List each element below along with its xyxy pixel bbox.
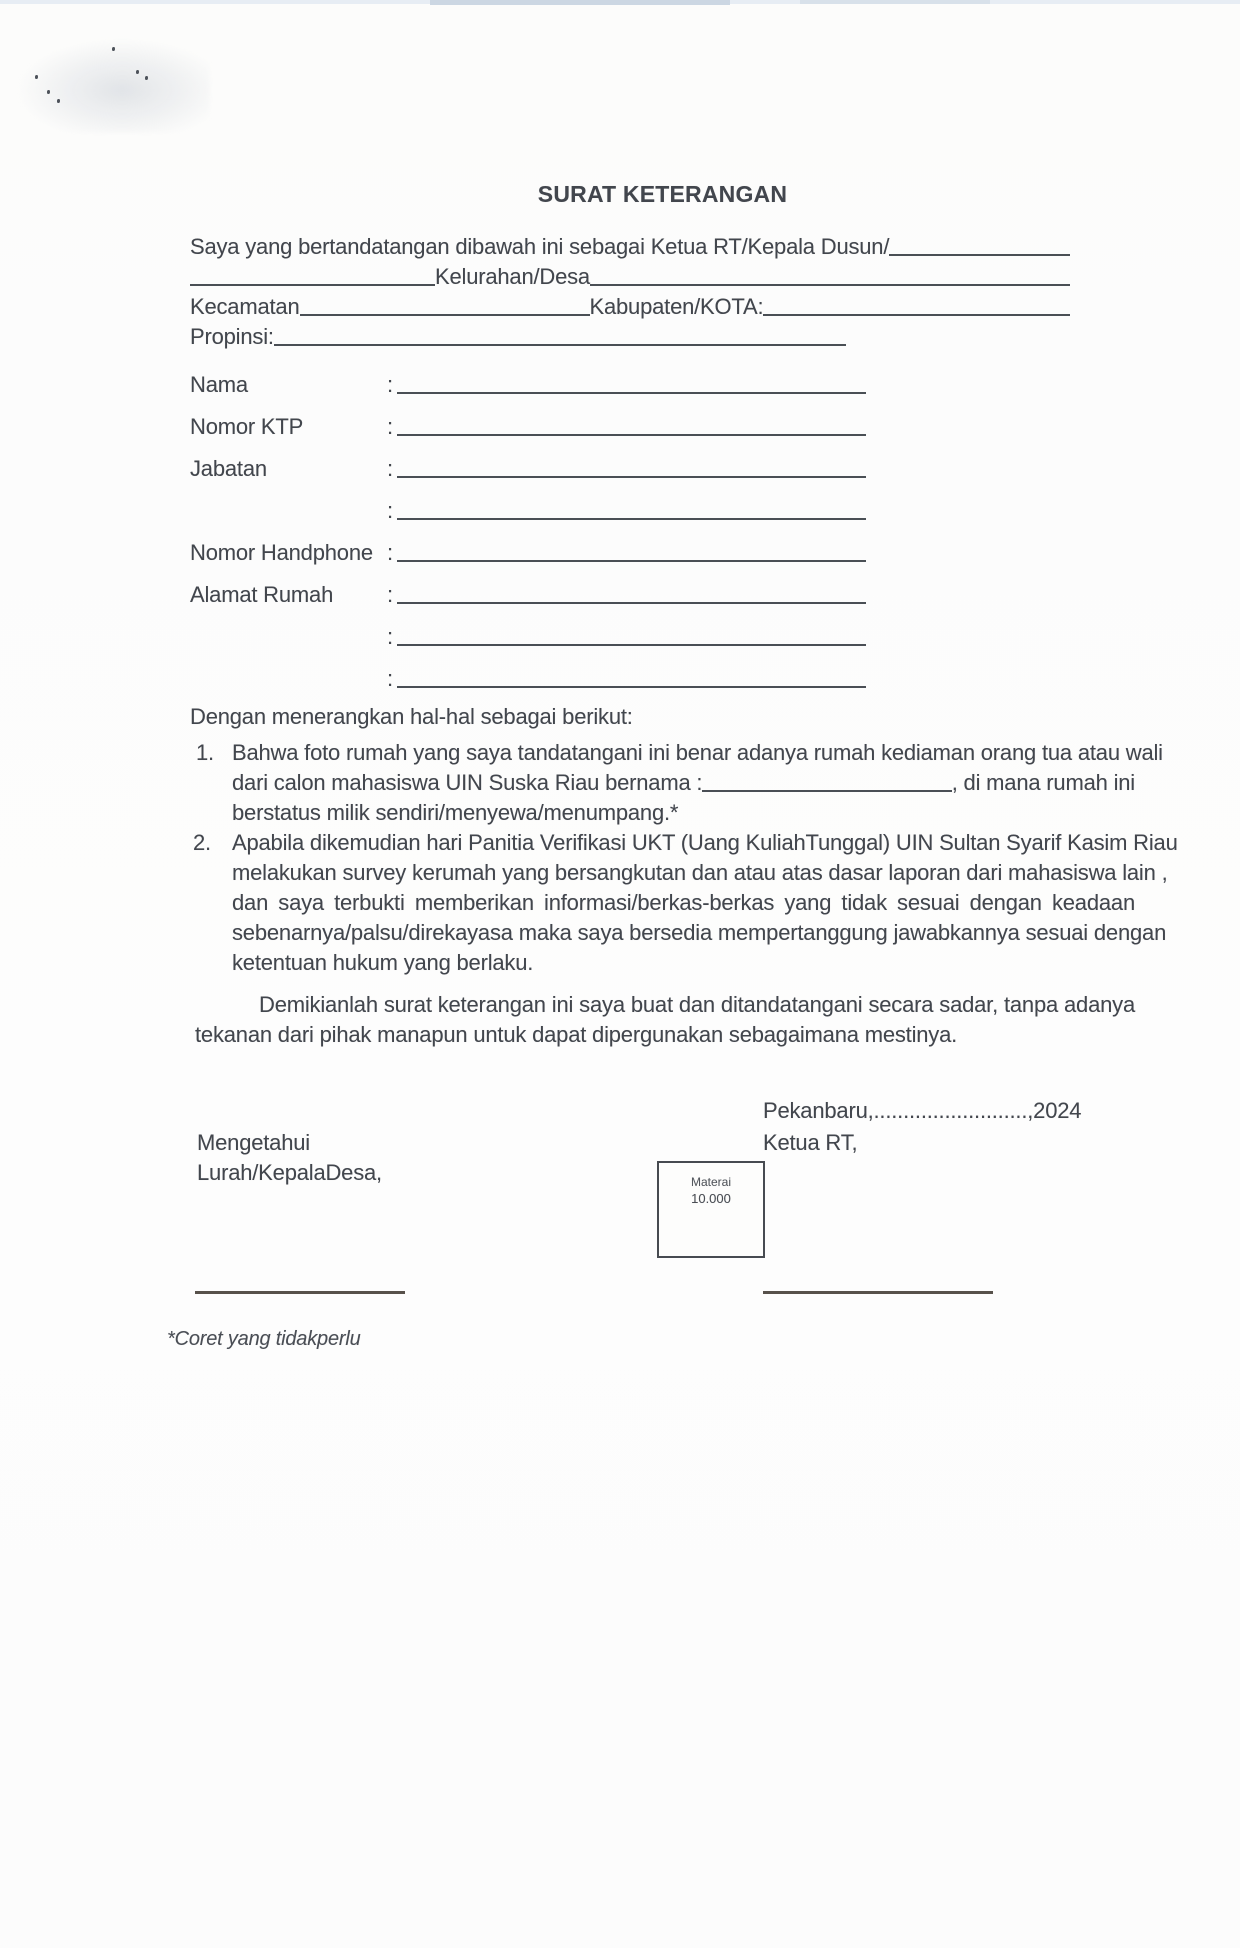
item-1-line-2-pre: dari calon mahasiswa UIN Suska Riau bernama : [232, 770, 703, 795]
field-blank-nama [397, 377, 866, 394]
blank-propinsi [274, 329, 846, 346]
field-row-extra-1 [190, 490, 866, 532]
field-row-nomor-handphone [190, 532, 866, 574]
field-label: Alamat Rumah [190, 582, 334, 607]
opening-line-1-text: Saya yang bertandatangan dibawah ini sebagai Ketua RT/Kepala Dusun/ [190, 234, 890, 259]
item-1-line-1: Bahwa foto rumah yang saya tandatangani ini benar adanya rumah kediaman orang tua atau wali [232, 740, 1163, 765]
field-label: Nama [190, 372, 248, 397]
item-1-line-2-post: , di mana rumah ini [951, 770, 1135, 795]
kecamatan-label: Kecamatan [190, 294, 300, 319]
scan-smudge [15, 38, 210, 133]
blank-nama-mahasiswa [702, 775, 951, 792]
scan-artifact-top-strip-dark [430, 0, 730, 5]
materai-value: 10.000 [691, 1191, 731, 1206]
field-row-jabatan [190, 448, 866, 490]
scan-speck [47, 90, 50, 94]
field-colon: : [387, 624, 393, 649]
statement-intro: Dengan menerangkan hal-hal sebagai berikut: [190, 704, 633, 729]
opening-line-2 [190, 262, 1070, 292]
footnote: *Coret yang tidakperlu [167, 1328, 361, 1350]
blank-kabupaten [763, 299, 1070, 316]
scan-speck [112, 47, 115, 51]
signature-line-right [763, 1291, 993, 1294]
materai-label: Materai [690, 1175, 731, 1189]
acknowledged-by-label: Mengetahui [197, 1130, 310, 1155]
field-row-extra-2 [190, 616, 866, 658]
signer-role-right: Ketua RT, [763, 1130, 858, 1155]
field-row-nama [190, 364, 866, 406]
field-row-nomor-ktp [190, 406, 866, 448]
field-colon: : [387, 498, 393, 523]
opening-line-2-text: Kelurahan/Desa [435, 264, 590, 289]
closing-line-1: Demikianlah surat keterangan ini saya buat dan ditandatangani secara sadar, tanpa adanya [259, 992, 1135, 1017]
field-colon: : [387, 414, 393, 439]
scan-speck [57, 99, 60, 103]
item-2-line-5: ketentuan hukum yang berlaku. [232, 950, 534, 975]
field-blank-extra-3 [397, 671, 866, 688]
blank-before-kelurahan [190, 269, 435, 286]
opening-line-3 [190, 292, 1070, 322]
field-colon: : [387, 582, 393, 607]
closing-line-2: tekanan dari pihak manapun untuk dapat dipergunakan sebagaimana mestinya. [195, 1022, 958, 1047]
field-row-alamat-rumah [190, 574, 866, 616]
materai-stamp-box [657, 1161, 765, 1258]
field-label: Nomor Handphone [190, 540, 373, 565]
item-2-line-4: sebenarnya/palsu/direkayasa maka saya bersedia mempertanggung jawabkannya sesuai dengan [232, 920, 1167, 945]
blank-dusun [889, 239, 1070, 256]
scan-speck [136, 70, 139, 74]
opening-line-4 [190, 322, 1070, 352]
field-blank-jabatan [397, 461, 866, 478]
field-colon: : [387, 666, 393, 691]
field-blank-extra-2 [397, 629, 866, 646]
item-2-line-3: dan saya terbukti memberikan informasi/berkas-berkas yang tidak sesuai dengan keadaan [232, 890, 1135, 915]
field-label: Jabatan [190, 456, 267, 481]
item-1-line-2 [232, 768, 1135, 798]
field-blank-nomor-ktp [397, 419, 866, 436]
item-1 [232, 738, 1163, 828]
field-blank-nomor-handphone [397, 545, 866, 562]
signature-line-left [195, 1291, 405, 1294]
item-2-line-1: Apabila dikemudian hari Panitia Verifikasi UKT (Uang KuliahTunggal) UIN Sultan Syarif Kasim Riau [232, 830, 1178, 855]
closing-paragraph [195, 990, 1135, 1050]
blank-kecamatan [300, 299, 590, 316]
opening-paragraph [190, 232, 1070, 352]
field-row-extra-3 [190, 658, 866, 700]
field-colon: : [387, 372, 393, 397]
place-date-line: Pekanbaru,..........................,2024 [763, 1098, 1082, 1123]
field-label: Nomor KTP [190, 414, 304, 439]
item-2 [232, 828, 1178, 978]
item-2-line-2: melakukan survey kerumah yang bersangkutan dan atau atas dasar laporan dari mahasiswa lain , [232, 860, 1168, 885]
scan-artifact-top-strip-dark2 [800, 0, 990, 4]
item-1-line-3: berstatus milik sendiri/menyewa/menumpang.* [232, 800, 679, 825]
form-fields [190, 364, 866, 700]
field-colon: : [387, 456, 393, 481]
scan-speck [35, 75, 38, 79]
field-blank-extra-1 [397, 503, 866, 520]
field-colon: : [387, 540, 393, 565]
document-title: SURAT KETERANGAN [537, 181, 788, 207]
propinsi-label: Propinsi: [190, 324, 274, 349]
opening-line-1 [190, 232, 1070, 262]
blank-kelurahan-desa [590, 269, 1070, 286]
scan-speck [145, 76, 148, 80]
signer-role-left: Lurah/KepalaDesa, [197, 1160, 382, 1185]
field-blank-alamat-rumah [397, 587, 866, 604]
item-2-number: 2. [193, 830, 211, 855]
item-1-number: 1. [196, 740, 214, 765]
kabupaten-label: Kabupaten/KOTA: [589, 294, 764, 319]
